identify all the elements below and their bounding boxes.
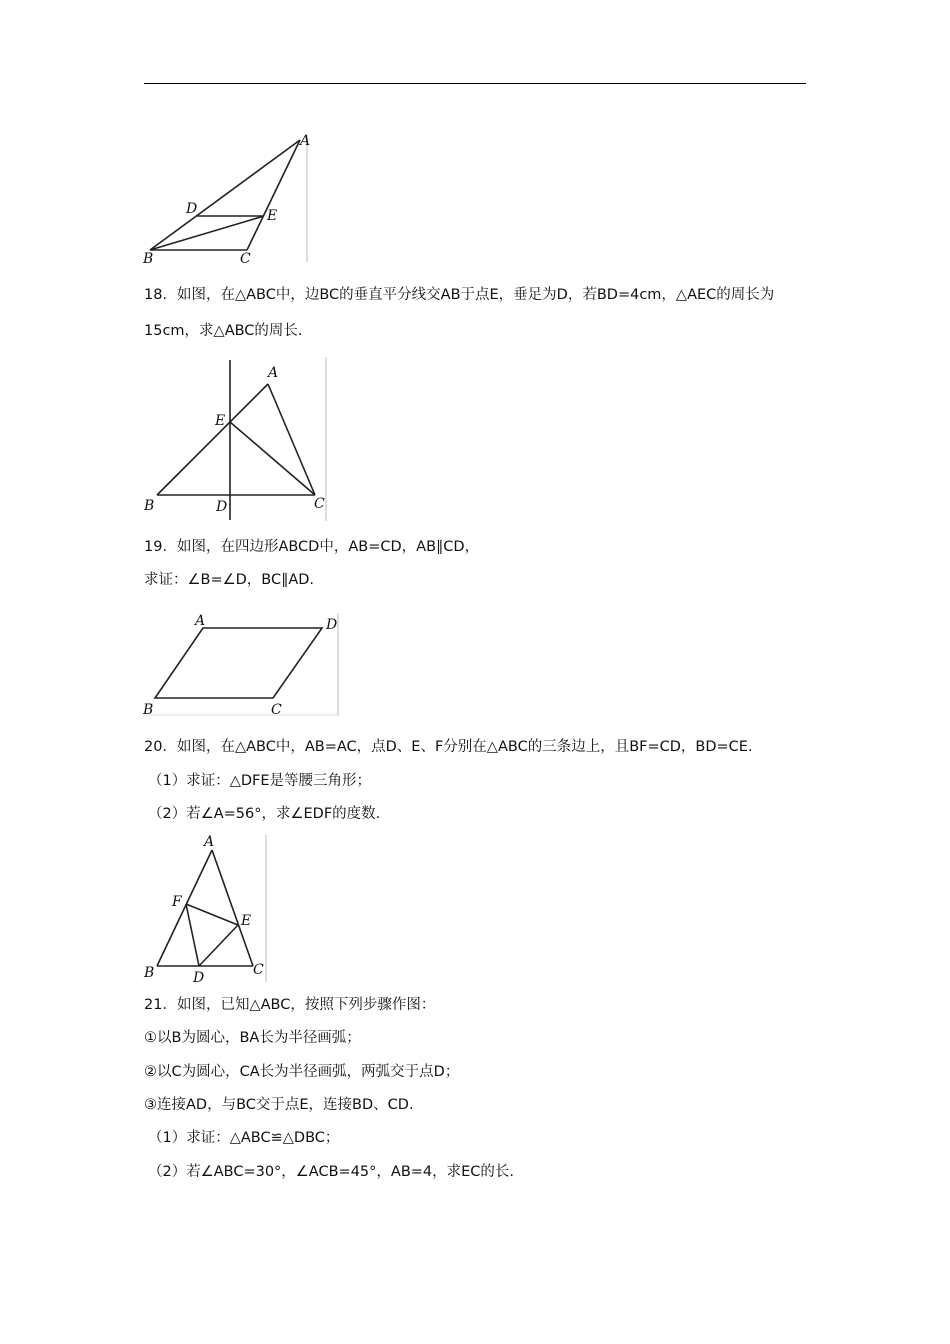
label-D: D (193, 970, 205, 986)
segment-EC (230, 422, 315, 495)
problem-18-line1: 18．如图，在△ABC中，边BC的垂直平分线交AB于点E，垂足为D，若BD=4cm，△AEC的周长为 (144, 287, 775, 303)
problem-21-step2: ②以C为圆心，CA长为半径画弧，两弧交于点D； (144, 1064, 460, 1080)
label-B: B (143, 251, 154, 267)
segment-AC (268, 384, 315, 495)
problem-21-step1: ①以B为圆心，BA长为半径画弧； (144, 1030, 361, 1046)
label-F: F (172, 894, 182, 910)
problem-21-line1: 21．如图，已知△ABC，按照下列步骤作图： (144, 997, 436, 1013)
label-A: A (195, 613, 206, 629)
segment-AC (212, 850, 253, 966)
segment-FD (186, 904, 199, 966)
problem-21-step3: ③连接AD，与BC交于点E，连接BD、CD. (144, 1097, 414, 1113)
segment-BA (150, 140, 300, 250)
label-A: A (268, 365, 279, 381)
segment-AB (157, 850, 212, 966)
segment-DE (199, 925, 238, 966)
problem-18-line2: 15cm，求△ABC的周长. (144, 323, 303, 339)
problem-19-line1: 19．如图，在四边形ABCD中，AB=CD，AB∥CD， (144, 539, 480, 555)
figure-19 (140, 610, 345, 720)
label-C: C (240, 251, 251, 267)
segment-BE (150, 216, 264, 250)
problem-21-part2: （2）若∠ABC=30°，∠ACB=45°，AB=4，求EC的长. (148, 1164, 515, 1180)
label-E: E (215, 413, 226, 429)
segment-AC (247, 140, 300, 250)
label-E: E (241, 913, 252, 929)
figure-18 (140, 355, 330, 525)
problem-20-line1: 20．如图，在△ABC中，AB=AC，点D、E、F分别在△ABC的三条边上，且BF=CD，BD=CE. (144, 739, 753, 755)
label-C: C (253, 962, 264, 978)
label-D: D (186, 201, 198, 217)
label-C: C (271, 702, 282, 718)
label-B: B (144, 498, 155, 514)
header-rule (144, 83, 806, 84)
label-E: E (267, 208, 278, 224)
problem-20-part1: （1）求证：△DFE是等腰三角形； (148, 773, 372, 789)
label-C: C (314, 496, 325, 512)
figure-20 (140, 832, 275, 987)
label-B: B (144, 965, 155, 981)
label-D: D (326, 617, 338, 633)
label-B: B (143, 702, 154, 718)
segment-FE (186, 904, 238, 925)
problem-20-part2: （2）若∠A=56°，求∠EDF的度数. (148, 806, 381, 822)
label-D: D (216, 499, 228, 515)
problem-19-line2: 求证：∠B=∠D，BC∥AD. (144, 572, 315, 588)
label-A: A (204, 834, 215, 850)
parallelogram-ABCD (155, 628, 322, 698)
figure-17 (140, 130, 315, 268)
label-A: A (300, 133, 311, 149)
problem-21-part1: （1）求证：△ABC≌△DBC； (148, 1130, 340, 1146)
